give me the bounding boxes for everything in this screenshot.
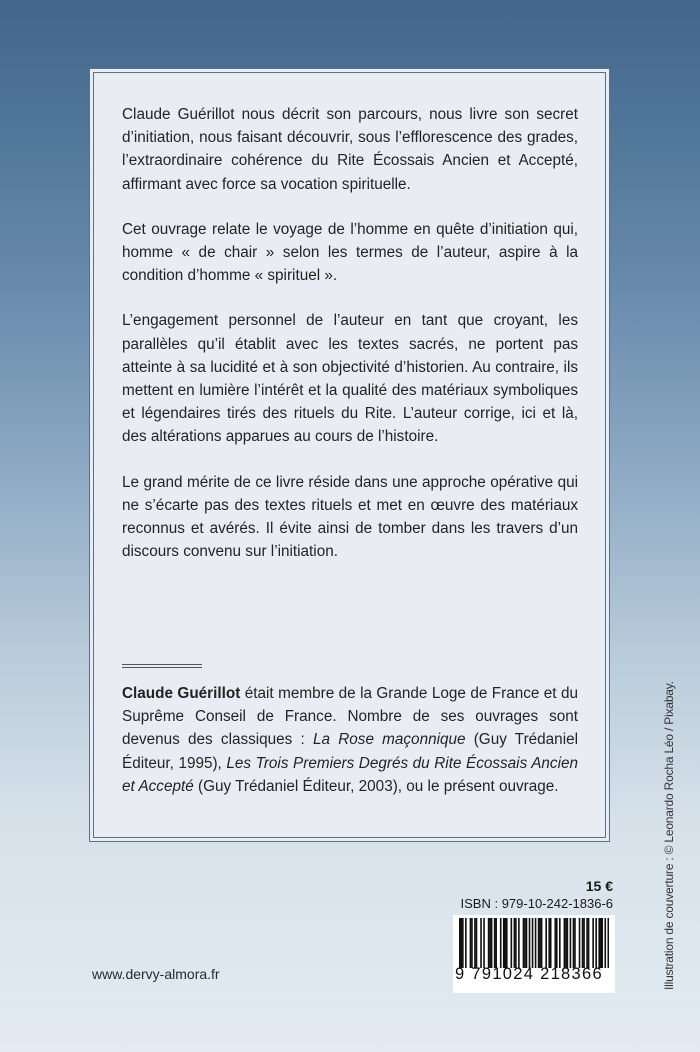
barcode-bar [595,918,597,968]
barcode-bar [515,918,517,968]
barcode-bar [550,918,552,968]
divider-line-second [122,667,202,668]
summary-paragraph-3: L’engagement personnel de l’auteur en tant que croyant, les parallèles qu’il établit avec les textes sacrés, ne portent pas atteinte à sa lucidité et à son objectivité d’historien. Au contraire, ils mettent en lumière l’intérêt et la qualité des matériaux symboliques et légendaires tirés des rituels du Rite. L’auteur corrige, ici et là, des altérations apparues au cours de l’histoire. [122,312,578,446]
bio-text-2: (Guy Trédaniel Éditeur, 1995), [122,731,578,772]
barcode-bar [582,918,584,968]
barcode-bar [535,918,537,968]
bio-text-1: était membre de la Grande Loge de France et du Suprême Conseil de France. Nombre de ses ouvrages sont devenus des classiques : [122,685,578,749]
divider-line [122,664,202,665]
bio-title-2: Les Trois Premiers Degrés du Rite Écossais Ancien et Accepté [122,754,578,795]
barcode-bar [523,918,525,968]
barcode-bars [459,918,609,968]
barcode-bar [494,918,496,968]
barcode-bar [459,918,461,968]
barcode-bar [532,918,534,968]
author-bio [122,682,578,798]
barcode-bar [556,918,558,968]
author-name: Claude Guérillot [122,685,241,702]
barcode-bar [548,918,550,968]
bio-title-1: La Rose maçonnique [313,731,466,749]
barcode-bar [514,918,516,968]
barcode-bar [506,918,508,968]
barcode-bar [607,918,609,968]
barcode-bar [476,918,478,968]
barcode-bar [604,918,606,968]
barcode-bar [586,918,588,968]
barcode-bar [470,918,472,968]
barcode-bar [600,918,602,968]
barcode-bar [564,918,566,968]
barcode-bar [592,918,594,968]
barcode-bar [538,918,540,968]
barcode-bar [461,918,463,968]
barcode [453,915,615,993]
barcode-bar [601,918,603,968]
barcode-bar [570,918,572,968]
barcode-bar [554,918,556,968]
summary-paragraph-4: Le grand mérite de ce livre réside dans une approche opérative qui ne s’écarte pas des textes rituels et met en œuvre des matériaux reconnus et avérés. Il évite ainsi de tomber dans les travers d’un discours convenu sur l’initiation. [122,473,578,561]
barcode-bar [545,918,547,968]
barcode-bar [529,918,531,968]
summary-paragraph-1: Claude Guérillot nous décrit son parcours, nous livre son secret d’initiation, nous faisant découvrir, sous l’efflorescence des grades, l’extraordinaire cohérence du Rite Écossais Ancien et Accepté, affirmant avec force sa vocation spirituelle. [122,106,578,193]
barcode-bar [462,918,464,968]
bio-text-3: (Guy Trédaniel Éditeur, 2003), ou le présent ouvrage. [193,777,559,795]
barcode-bar [598,918,600,968]
barcode-bar [474,918,476,968]
barcode-bar [503,918,505,968]
isbn-label: ISBN : 979-10-242-1836-6 [460,896,613,911]
barcode-bar [583,918,585,968]
barcode-bar [567,918,569,968]
barcode-bar [573,918,575,968]
barcode-bar [539,918,541,968]
summary-paragraph-2: Cet ouvrage relate le voyage de l’homme en quête d’initiation qui, homme « de chair » selon les termes de l’auteur, aspire à la condition d’homme « spirituel ». [122,220,578,285]
cover-illustration-credit: Illustration de couverture : © Leonardo Rocha Léo / Pixabay. [662,681,676,990]
summary-panel [93,72,606,838]
barcode-bar [541,918,543,968]
barcode-bar [579,918,581,968]
barcode-bar [504,918,506,968]
barcode-bar [488,918,490,968]
price-label: 15 € [585,878,613,894]
barcode-bar [480,918,482,968]
barcode-digits: 9 791024 218366 [455,965,603,983]
barcode-bar [489,918,491,968]
barcode-bar [588,918,590,968]
barcode-bar [511,918,513,968]
publisher-website: www.dervy-almora.fr [92,966,220,982]
barcode-bar [526,918,528,968]
barcode-bar [465,918,467,968]
barcode-bar [518,918,520,968]
barcode-bar [491,918,493,968]
barcode-bar [471,918,473,968]
barcode-bar [495,918,497,968]
barcode-bar [483,918,485,968]
barcode-bar [524,918,526,968]
barcode-bar [565,918,567,968]
summary-text [122,103,578,585]
barcode-bar [500,918,502,968]
barcode-bar [559,918,561,968]
barcode-bar [574,918,576,968]
